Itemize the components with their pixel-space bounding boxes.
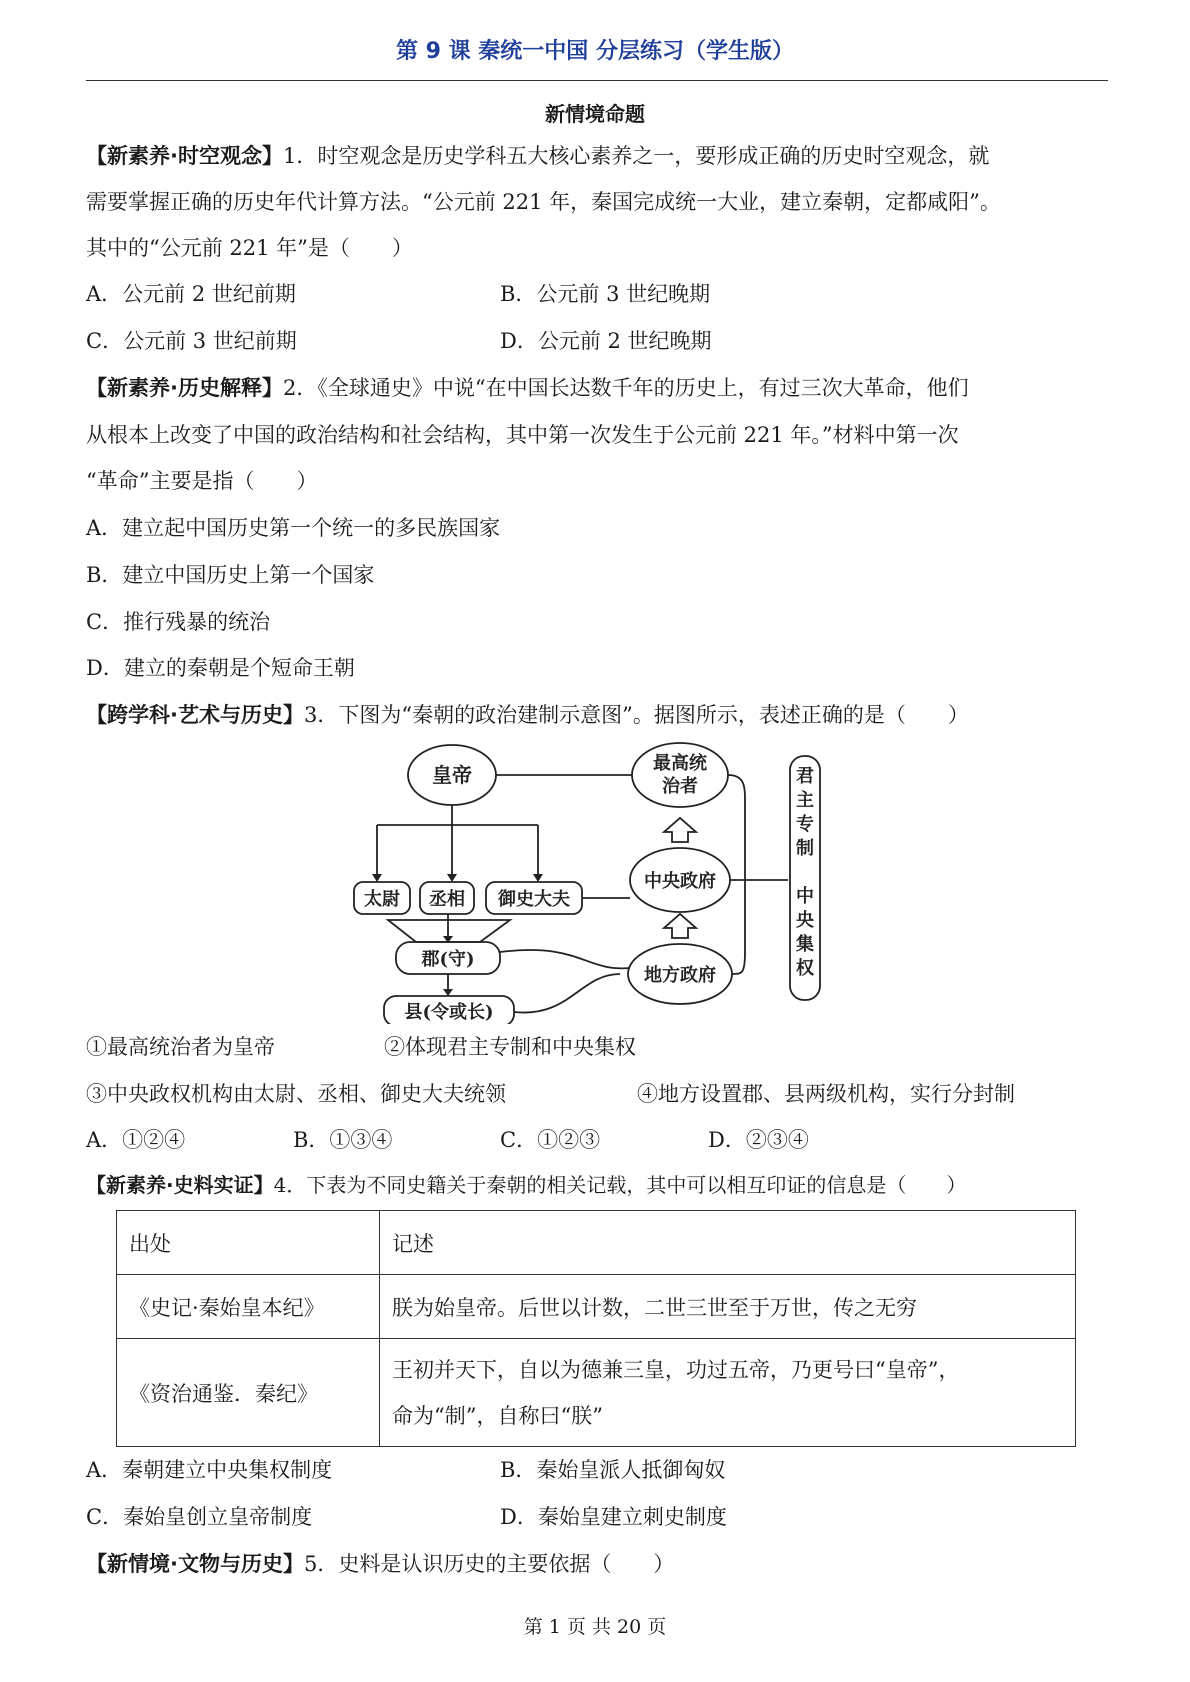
question-4-tag: 【新素养·史料实证】 xyxy=(86,1173,274,1197)
diagram-label-local: 地方政府 xyxy=(644,965,716,986)
table-row xyxy=(117,1275,1076,1339)
question-1-stem-line2: 需要掌握正确的历史年代计算方法。“公元前 221 年，秦国完成统一大业，建立秦朝，定都咸阳”。 xyxy=(86,190,1001,214)
diagram-label-taiwei: 太尉 xyxy=(364,889,400,910)
question-2-option-c[interactable]: C．推行残暴的统治 xyxy=(86,610,271,634)
question-2-stem-line2: 从根本上改变了中国的政治结构和社会结构，其中第一次发生于公元前 221 年。”材料中第一次 xyxy=(86,423,959,447)
question-1-option-c[interactable]: C．公元前 3 世纪前期 xyxy=(86,329,297,353)
table-cell-record-line1: 王初并天下，自以为德兼三皇，功过五帝，乃更号曰“皇帝”， xyxy=(392,1357,960,1382)
diagram-label-central: 中央政府 xyxy=(644,871,716,892)
question-3-statement-1: ①最高统治者为皇帝 xyxy=(86,1035,275,1059)
question-3-option-a[interactable]: A．①②④ xyxy=(86,1128,186,1152)
table-header-source: 出处 xyxy=(117,1211,380,1275)
diagram-label-chengxiang: 丞相 xyxy=(429,889,465,910)
section-title: 新情境命题 xyxy=(545,102,645,126)
question-1-option-a[interactable]: A．公元前 2 世纪前期 xyxy=(86,282,296,306)
question-4-option-a[interactable]: A．秦朝建立中央集权制度 xyxy=(86,1458,333,1482)
question-3-option-d[interactable]: D．②③④ xyxy=(708,1128,809,1152)
table-header-row xyxy=(117,1211,1076,1275)
diagram-label-supreme-1: 最高统 xyxy=(653,753,707,774)
diagram-side-char: 专 xyxy=(796,814,814,835)
question-2-option-b[interactable]: B．建立中国历史上第一个国家 xyxy=(86,563,375,587)
table-cell-record xyxy=(380,1339,1076,1447)
diagram-side-char: 权 xyxy=(796,958,814,979)
question-4-option-b[interactable]: B．秦始皇派人抵御匈奴 xyxy=(500,1458,726,1482)
question-2-option-a[interactable]: A．建立起中国历史第一个统一的多民族国家 xyxy=(86,516,501,540)
question-1-option-d[interactable]: D．公元前 2 世纪晚期 xyxy=(500,329,712,353)
table-header-record: 记述 xyxy=(380,1211,1076,1275)
question-2-stem-line3: “革命”主要是指（ ） xyxy=(86,469,318,493)
question-3-statement-3: ③中央政权机构由太尉、丞相、御史大夫统领 xyxy=(86,1082,506,1106)
question-4 xyxy=(86,1170,966,1200)
question-4-stem: 4．下表为不同史籍关于秦朝的相关记载，其中可以相互印证的信息是（ ） xyxy=(273,1173,967,1197)
question-5-tag: 【新情境·文物与历史】 xyxy=(86,1552,304,1576)
question-3-stem: 3．下图为“秦朝的政治建制示意图”。据图所示，表述正确的是（ ） xyxy=(303,703,969,727)
question-3-statement-4: ④地方设置郡、县两级机构，实行分封制 xyxy=(637,1082,1015,1106)
diagram-label-jun: 郡(守) xyxy=(421,949,475,970)
header-rule xyxy=(86,80,1108,81)
diagram-label-xian: 县(令或长) xyxy=(404,1002,494,1023)
diagram-side-char: 制 xyxy=(796,838,814,859)
page-footer: 第 1 页 共 20 页 xyxy=(523,1616,667,1638)
question-2-stem-line1: 2．《全球通史》中说“在中国长达数千年的历史上，有过三次大革命，他们 xyxy=(282,376,969,400)
question-1-tag: 【新素养·时空观念】 xyxy=(86,144,283,168)
question-1 xyxy=(86,141,989,171)
question-5 xyxy=(86,1549,674,1579)
question-4-option-d[interactable]: D．秦始皇建立刺史制度 xyxy=(500,1505,727,1529)
question-2-tag: 【新素养·历史解释】 xyxy=(86,376,283,400)
diagram-side-char: 君 xyxy=(796,766,814,787)
question-3-option-b[interactable]: B．①③④ xyxy=(293,1128,393,1152)
history-table xyxy=(116,1210,1076,1447)
table-cell-source: 《史记·秦始皇本纪》 xyxy=(117,1275,380,1339)
question-3-tag: 【跨学科·艺术与历史】 xyxy=(86,703,304,727)
table-cell-record: 朕为始皇帝。后世以计数，二世三世至于万世，传之无穷 xyxy=(380,1275,1076,1339)
question-2 xyxy=(86,373,969,403)
diagram-side-char: 中 xyxy=(796,886,814,907)
question-5-stem: 5．史料是认识历史的主要依据（ ） xyxy=(303,1552,675,1576)
diagram-label-yushi: 御史大夫 xyxy=(498,889,570,910)
table-row xyxy=(117,1339,1076,1447)
qin-political-diagram xyxy=(350,742,840,1024)
diagram-side-char: 集 xyxy=(796,934,814,955)
question-3 xyxy=(86,700,969,730)
question-3-statement-2: ②体现君主专制和中央集权 xyxy=(384,1035,636,1059)
table-cell-source: 《资治通鉴．秦纪》 xyxy=(117,1339,380,1447)
question-1-option-b[interactable]: B．公元前 3 世纪晚期 xyxy=(500,282,711,306)
question-4-option-c[interactable]: C．秦始皇创立皇帝制度 xyxy=(86,1505,313,1529)
table-cell-record-line2: 命为“制”，自称曰“朕” xyxy=(392,1403,603,1428)
diagram-side-char: 主 xyxy=(796,790,814,811)
diagram-label-emperor: 皇帝 xyxy=(432,763,472,787)
question-3-option-c[interactable]: C．①②③ xyxy=(500,1128,601,1152)
page-title: 第 9 课 秦统一中国 分层练习（学生版） xyxy=(396,39,794,64)
diagram-side-char: 央 xyxy=(796,910,814,931)
question-2-option-d[interactable]: D．建立的秦朝是个短命王朝 xyxy=(86,656,355,680)
question-1-stem-line3: 其中的“公元前 221 年”是（ ） xyxy=(86,236,413,260)
diagram-label-supreme-2: 治者 xyxy=(662,776,698,797)
question-1-stem-line1: 1．时空观念是历史学科五大核心素养之一，要形成正确的历史时空观念，就 xyxy=(282,144,990,168)
